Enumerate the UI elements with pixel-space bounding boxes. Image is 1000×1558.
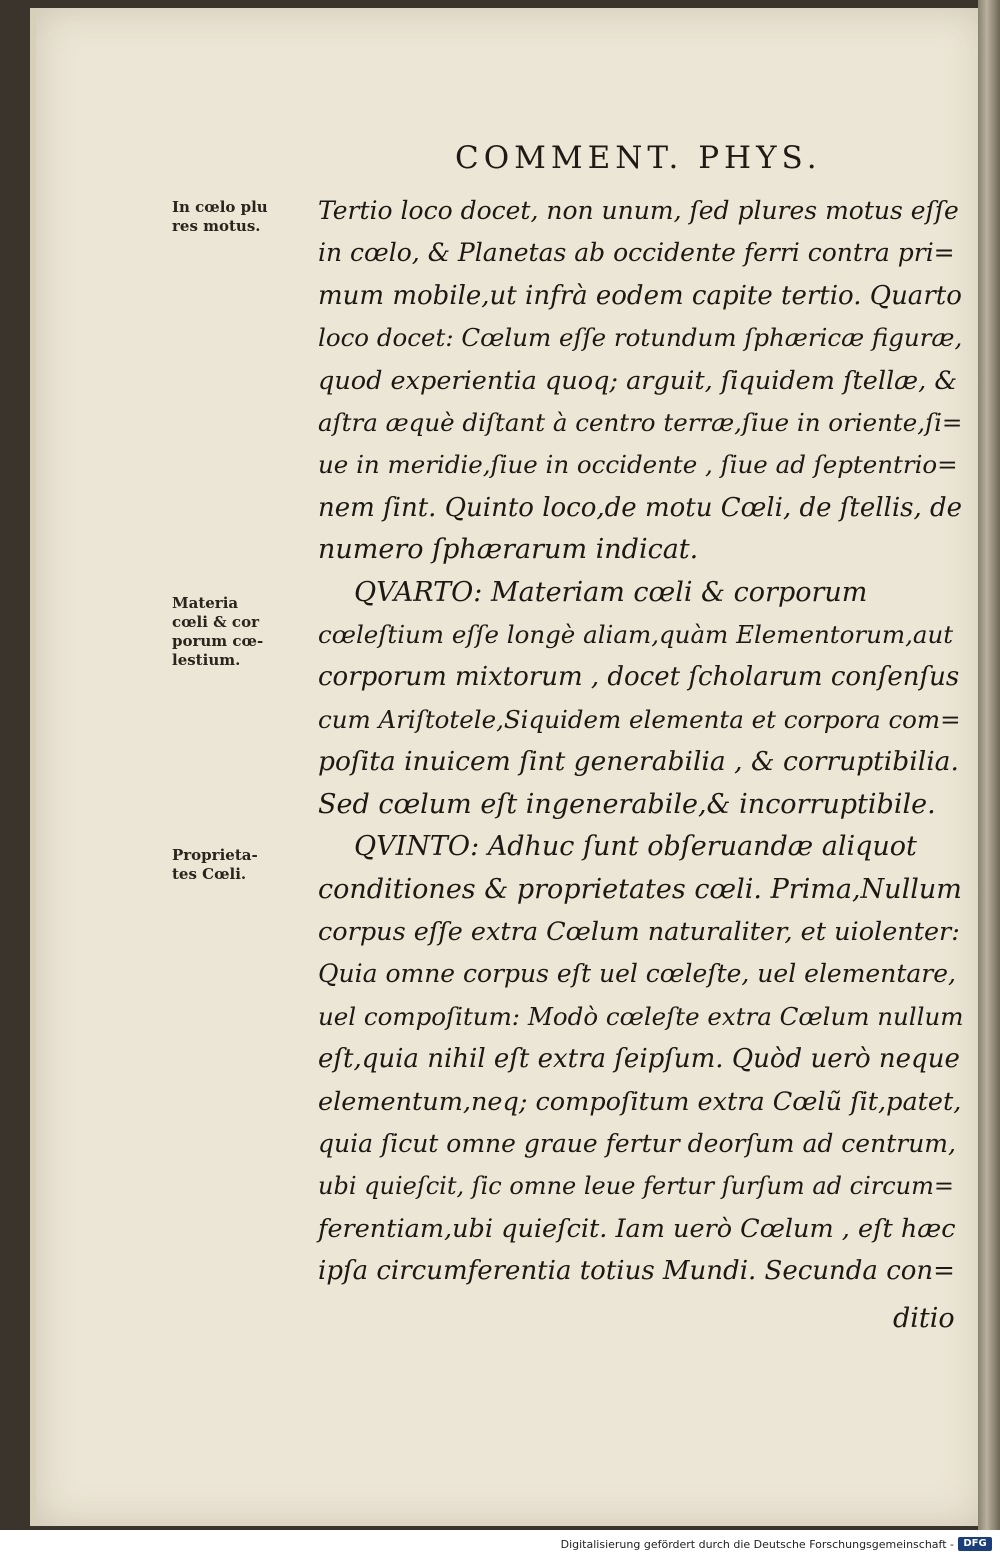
text-line: quod experientia quoq; arguit, ſiquidem ſtellæ, &: [318, 365, 958, 396]
text-line: ferentiam,ubi quieſcit. Iam uerò Cœlum , eſt hæc: [318, 1213, 956, 1244]
text-line: loco docet: Cœlum eſſe rotundum ſphæricæ figuræ,: [318, 323, 963, 353]
text-line: Sed cœlum eſt ingenerabile,& incorruptibile.: [318, 788, 936, 820]
text-line: ue in meridie,ſiue in occidente , ſiue ad ſeptentrio=: [318, 450, 958, 480]
text-line: ipſa circumferentia totius Mundi. Secunda con=: [318, 1256, 955, 1287]
text-line: nem ſint. Quinto loco,de motu Cœli, de ſtellis, de: [318, 492, 963, 523]
margin-note-line: In cœlo plu: [172, 198, 268, 216]
margin-note-line: Materia: [172, 594, 239, 612]
dfg-logo-icon: DFG: [958, 1537, 992, 1551]
text-line: quia ſicut omne graue fertur deorſum ad centrum,: [318, 1128, 956, 1158]
text-line: QVINTO: Adhuc ſunt obſeruandæ aliquot: [354, 831, 917, 863]
text-line: Quia omne corpus eſt uel cœleſte, uel elementare,: [318, 959, 956, 989]
text-line: eſt,quia nihil eſt extra ſeipſum. Quòd uerò neque: [318, 1044, 960, 1075]
margin-note-3: [172, 846, 312, 884]
margin-note-line: Proprieta-: [172, 846, 258, 864]
margin-note-1: [172, 198, 312, 236]
margin-note-line: lestium.: [172, 651, 241, 669]
page-edge: [978, 0, 1000, 1530]
text-line: corpus eſſe extra Cœlum naturaliter, et uiolenter:: [318, 916, 960, 947]
text-line: cum Ariſtotele,Siquidem elementa et corpora com=: [318, 704, 961, 734]
text-line: conditiones & proprietates cœli. Prima,Nullum: [318, 873, 962, 905]
margin-note-2: [172, 594, 312, 670]
text-line: cœleſtium eſſe longè aliam,quàm Elementorum,aut: [318, 620, 954, 650]
text-line: in cœlo, & Planetas ab occidente ferri contra pri=: [318, 238, 955, 268]
margin-note-line: porum cœ-: [172, 632, 264, 650]
text-line: mum mobile,ut infrà eodem capite tertio. Quarto: [318, 280, 962, 311]
footer-credit: Digitalisierung gefördert durch die Deutsche Forschungsgemeinschaft -: [560, 1538, 954, 1551]
text-line: poſita inuicem ſint generabilia , & corruptibilia.: [318, 746, 959, 778]
text-line: aſtra æquè diſtant à centro terræ,ſiue in oriente,ſi=: [318, 408, 963, 438]
text-line: elementum,neq; compoſitum extra Cœlũ ſit,patet,: [318, 1086, 962, 1117]
text-line: numero ſphærarum indicat.: [318, 534, 699, 566]
footer-bar: [0, 1530, 1000, 1558]
body-text: [318, 190, 966, 1293]
catchword: ditio: [893, 1303, 955, 1334]
text-line: ubi quieſcit, ſic omne leue fertur ſurſum ad circum=: [318, 1172, 954, 1201]
margin-note-line: cœli & cor: [172, 613, 259, 631]
text-line: QVARTO: Materiam cœli & corporum: [354, 576, 868, 608]
margin-note-line: res motus.: [172, 217, 261, 235]
running-head: COMMENT. PHYS.: [455, 140, 822, 176]
text-line: Tertio loco docet, non unum, ſed plures motus eſſe: [318, 196, 959, 225]
text-line: uel compoſitum: Modò cœleſte extra Cœlum nullum: [318, 1001, 964, 1031]
text-line: corporum mixtorum , docet ſcholarum conſenſus: [318, 662, 960, 693]
margin-note-line: tes Cœli.: [172, 865, 247, 883]
